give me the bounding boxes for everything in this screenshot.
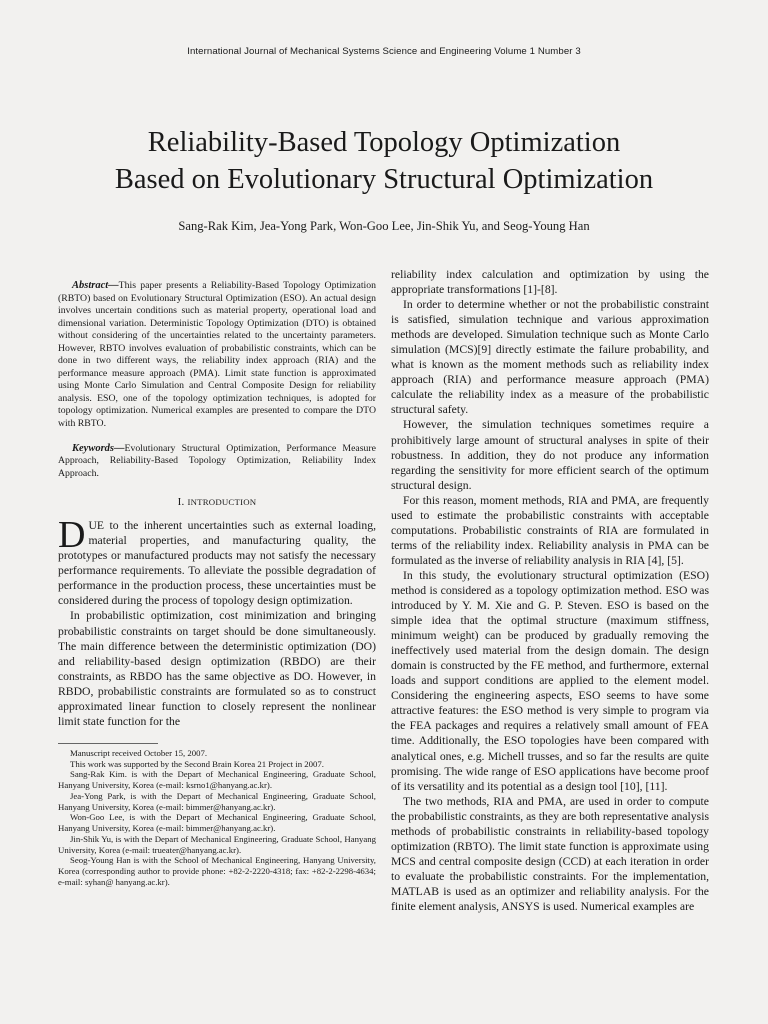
body-paragraph: reliability index calculation and optimization by using the appropriate transformations [1]-[8]. [391,268,709,297]
footnote: Seog-Young Han is with the School of Mechanical Engineering, Hanyang University, Korea (corresponding author to provide phone: +82-2-2220-4318; fax: +82-2-2298-4634; e-mail: syhan@ hanyang.ac.kr). [58,855,376,887]
paper-title [0,124,768,198]
section-number: I. [177,496,185,509]
keywords [58,443,376,481]
footnote: Jea-Yong Park, is with the Depart of Mechanical Engineering, Graduate School, Hanyang University, Korea (e-mail: bimmer@hanyang.ac.kr). [58,790,376,812]
section-heading-introduction [58,496,376,508]
body-paragraph: For this reason, moment methods, RIA and PMA, are frequently used to estimate the probabilistic constraints with acceptable computations. Probabilistic constraints of RIA are formulated in terms of the reliability index. Reliability analysis in PMA can be formulated as the inverse of reliability analysis in RIA [4], [5]. [391,493,709,567]
section-title: INTRODUCTION [187,497,257,508]
footnote: Sang-Rak Kim. is with the Depart of Mechanical Engineering, Graduate School, Hanyang University, Korea (e-mail: ksrno1@hanyang.ac.kr). [58,769,376,791]
intro-paragraph-1-text: UE to the inherent uncertainties such as external loading, material properties, and manufacturing quality, the prototypes or manufactured products may not satisfy the necessary performance requirements. To alleviate the possible degradation of performance in the production process, these uncertainties must be considered during the process of topology design optimization. [58,519,376,608]
abstract-lead: Abstract— [72,280,119,291]
left-column [58,280,376,888]
body-paragraph: The two methods, RIA and PMA, are used in order to compute the probabilistic constraints, as they are both representative analysis methods of probabilistic constraints in reliability-based topology optimization (RBTO). The limit state function is approximate using MCS and central composite design (CCD) at each iteration in order to evaluate the probabilistic constraints. For the implementation, MATLAB is used as an optimizer and reliability analysis. For the finite element analysis, ANSYS is used. Numerical examples are [391,794,709,913]
title-line-2: Based on Evolutionary Structural Optimization [114,164,654,195]
body-paragraph: However, the simulation techniques sometimes require a prohibitively large amount of structural analyses in spite of their robustness. In addition, they do not produce any information regarding the sensitivity for more efficient search of the optimum structural design. [391,418,709,492]
journal-header: International Journal of Mechanical Systems Science and Engineering Volume 1 Number 3 [187,46,581,57]
right-column [391,267,709,914]
footnotes [58,748,376,888]
abstract-text: This paper presents a Reliability-Based Topology Optimization (RBTO) based on Evolutionary Structural Optimization (ESO). An actual design involves uncertain conditions such as material property, operational load and dimensional variation. Deterministic Topology Optimization (DTO) is obtained without considering of the uncertainties related to the uncertainty parameters. However, RBTO involves evaluation of probabilistic constraints, which can be done in two different ways, the reliability index approach (RIA) and the performance measure approach (PMA). Limit state function is approximated using Monte Carlo Simulation and Central Composite Design for reliability analysis. ESO, one of the topology optimization techniques, is adopted for topology optimization. Numerical examples are presented to compare the DTO with RBTO. [58,280,376,430]
drop-cap: D [58,514,86,557]
body-paragraph: In order to determine whether or not the probabilistic constraint is satisfied, simulation technique and various approximation methods are developed. Simulation technique such as Monte Carlo simulation (MCS)[9] directly estimate the failure probability, and what is known as the moment methods such as reliability index approach (RIA) and performance measure approach (PMA) calculate the reliability index as a measure of the probabilistic structural safety. [391,298,709,417]
footnote: Jin-Shik Yu, is with the Depart of Mechanical Engineering, Graduate School, Hanyang University, Korea (e-mail: trueater@hanyang.ac.kr). [58,833,376,855]
footnote: This work was supported by the Second Brain Korea 21 Project in 2007. [70,758,324,769]
keywords-text: Evolutionary Structural Optimization, Performance Measure Approach, Reliability-Based Topology Optimization, Reliability Index Approach. [58,442,376,479]
author-list: Sang-Rak Kim, Jea-Yong Park, Won-Goo Lee, Jin-Shik Yu, and Seog-Young Han [178,219,590,233]
keywords-lead: Keywords— [72,442,125,454]
intro-paragraph-1 [58,514,376,608]
footnote: Manuscript received October 15, 2007. [70,747,208,758]
footnote: Won-Goo Lee, is with the Depart of Mechanical Engineering, Graduate School, Hanyang University, Korea (e-mail: bimmer@hanyang.ac.kr). [58,812,376,834]
title-line-1: Reliability-Based Topology Optimization [147,127,621,158]
intro-paragraph-2: In probabilistic optimization, cost minimization and bringing probabilistic constraints on target should be done simultaneously. The main difference between the deterministic optimization (DO) and reliability-based design optimization (RBDO) are their constraints, as RBDO has the same objective as DO. However, in RBDO, probabilistic constraints are formulated so as to construct approximated linear function to closely represent the nonlinear limit state function for the [58,609,376,728]
footnote-divider [58,743,158,744]
body-paragraph: In this study, the evolutionary structural optimization (ESO) method is considered as a topology optimization method. ESO was introduced by Y. M. Xie and G. P. Steven. ESO is based on the simple idea that the optimal structure (maximum stiffness, minimum weight) can be produced by gradually removing the ineffectively used material from the design domain. The design domain is constructed by the FE method, and furthermore, external loads and support conditions are applied to the element model. Considering the engineering aspects, ESO seems to have some attractive features: the ESO method is very simple to program via the FEA packages and requires a relatively small amount of FEA time. Additionally, the ESO topologies have been compared with analytical ones, e.g. Michell trusses, and so far the results are quite promising. The wide range of ESO applications have become proof of its versatility and its potential as a design tool [10], [11]. [391,568,709,793]
abstract [58,280,376,431]
